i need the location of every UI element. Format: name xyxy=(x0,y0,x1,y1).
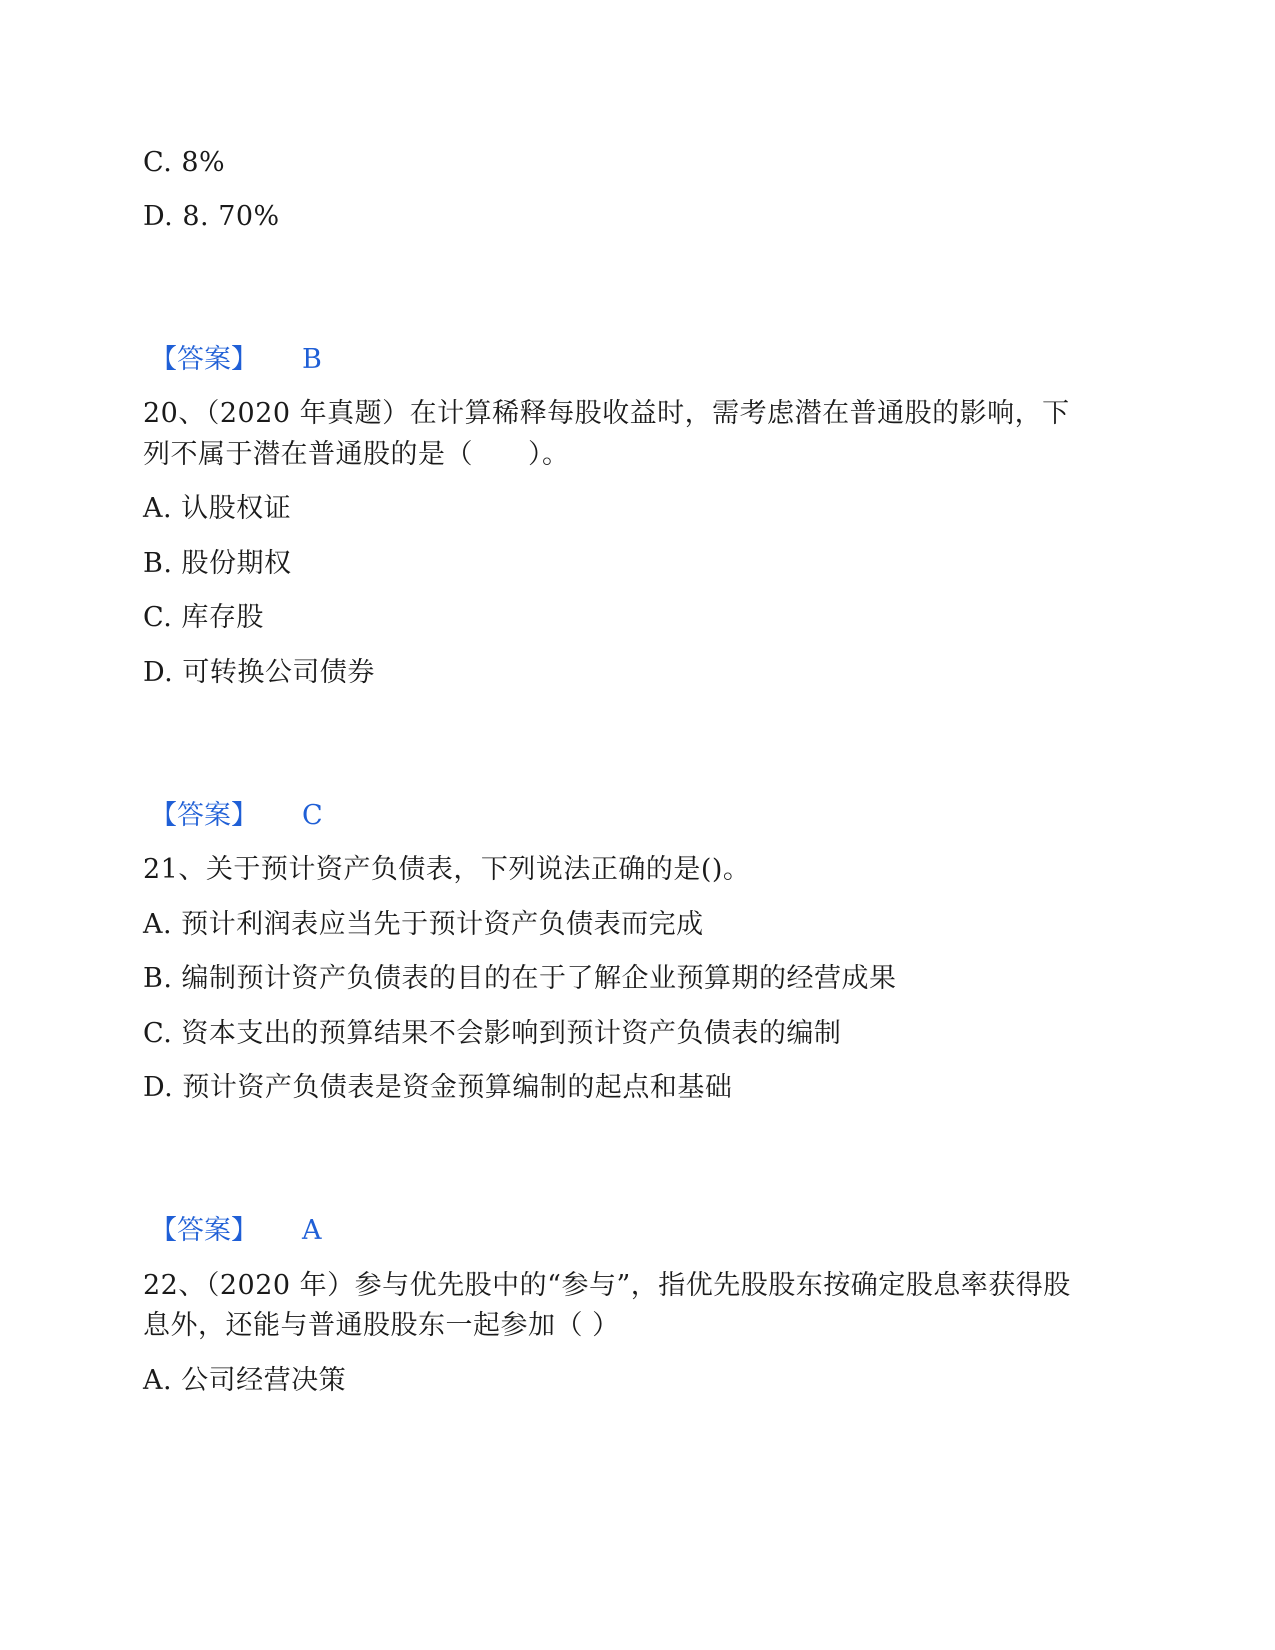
q21-option-d: D. 预计资产负债表是资金预算编制的起点和基础 xyxy=(143,1072,733,1103)
q19-option-d: D. 8. 70% xyxy=(143,201,280,232)
q21-option-c: C. 资本支出的预算结果不会影响到预计资产负债表的编制 xyxy=(143,1018,842,1049)
answer-label: 【答案】 xyxy=(150,1215,258,1246)
q20-option-a: A. 认股权证 xyxy=(143,493,292,524)
q20-option-b: B. 股份期权 xyxy=(143,548,292,579)
answer-label: 【答案】 xyxy=(150,800,258,831)
q20-stem-line2: 列不属于潜在普通股的是（ ）。 xyxy=(143,439,570,470)
q20-option-c: C. 库存股 xyxy=(143,602,264,633)
q21-option-a: A. 预计利润表应当先于预计资产负债表而完成 xyxy=(143,909,704,940)
q21-stem-line1: 21、关于预计资产负债表，下列说法正确的是()。 xyxy=(143,854,751,885)
q22-option-a: A. 公司经营决策 xyxy=(143,1365,347,1396)
q20-stem-line1: 20、（2020 年真题）在计算稀释每股收益时，需考虑潜在普通股的影响，下 xyxy=(143,398,1070,429)
q21-option-b: B. 编制预计资产负债表的目的在于了解企业预算期的经营成果 xyxy=(143,963,897,994)
answer-value: C xyxy=(302,800,323,831)
q19-answer xyxy=(150,343,322,377)
q19-option-c: C. 8% xyxy=(143,147,226,178)
q20-answer xyxy=(150,799,323,833)
q22-stem-line2: 息外，还能与普通股股东一起参加（ ） xyxy=(143,1310,620,1341)
q21-answer xyxy=(150,1214,322,1248)
answer-value: A xyxy=(302,1215,322,1246)
answer-value: B xyxy=(302,344,322,375)
q22-stem-line1: 22、（2020 年）参与优先股中的“参与”，指优先股股东按确定股息率获得股 xyxy=(143,1270,1071,1301)
answer-label: 【答案】 xyxy=(150,344,258,375)
q20-option-d: D. 可转换公司债券 xyxy=(143,657,375,688)
